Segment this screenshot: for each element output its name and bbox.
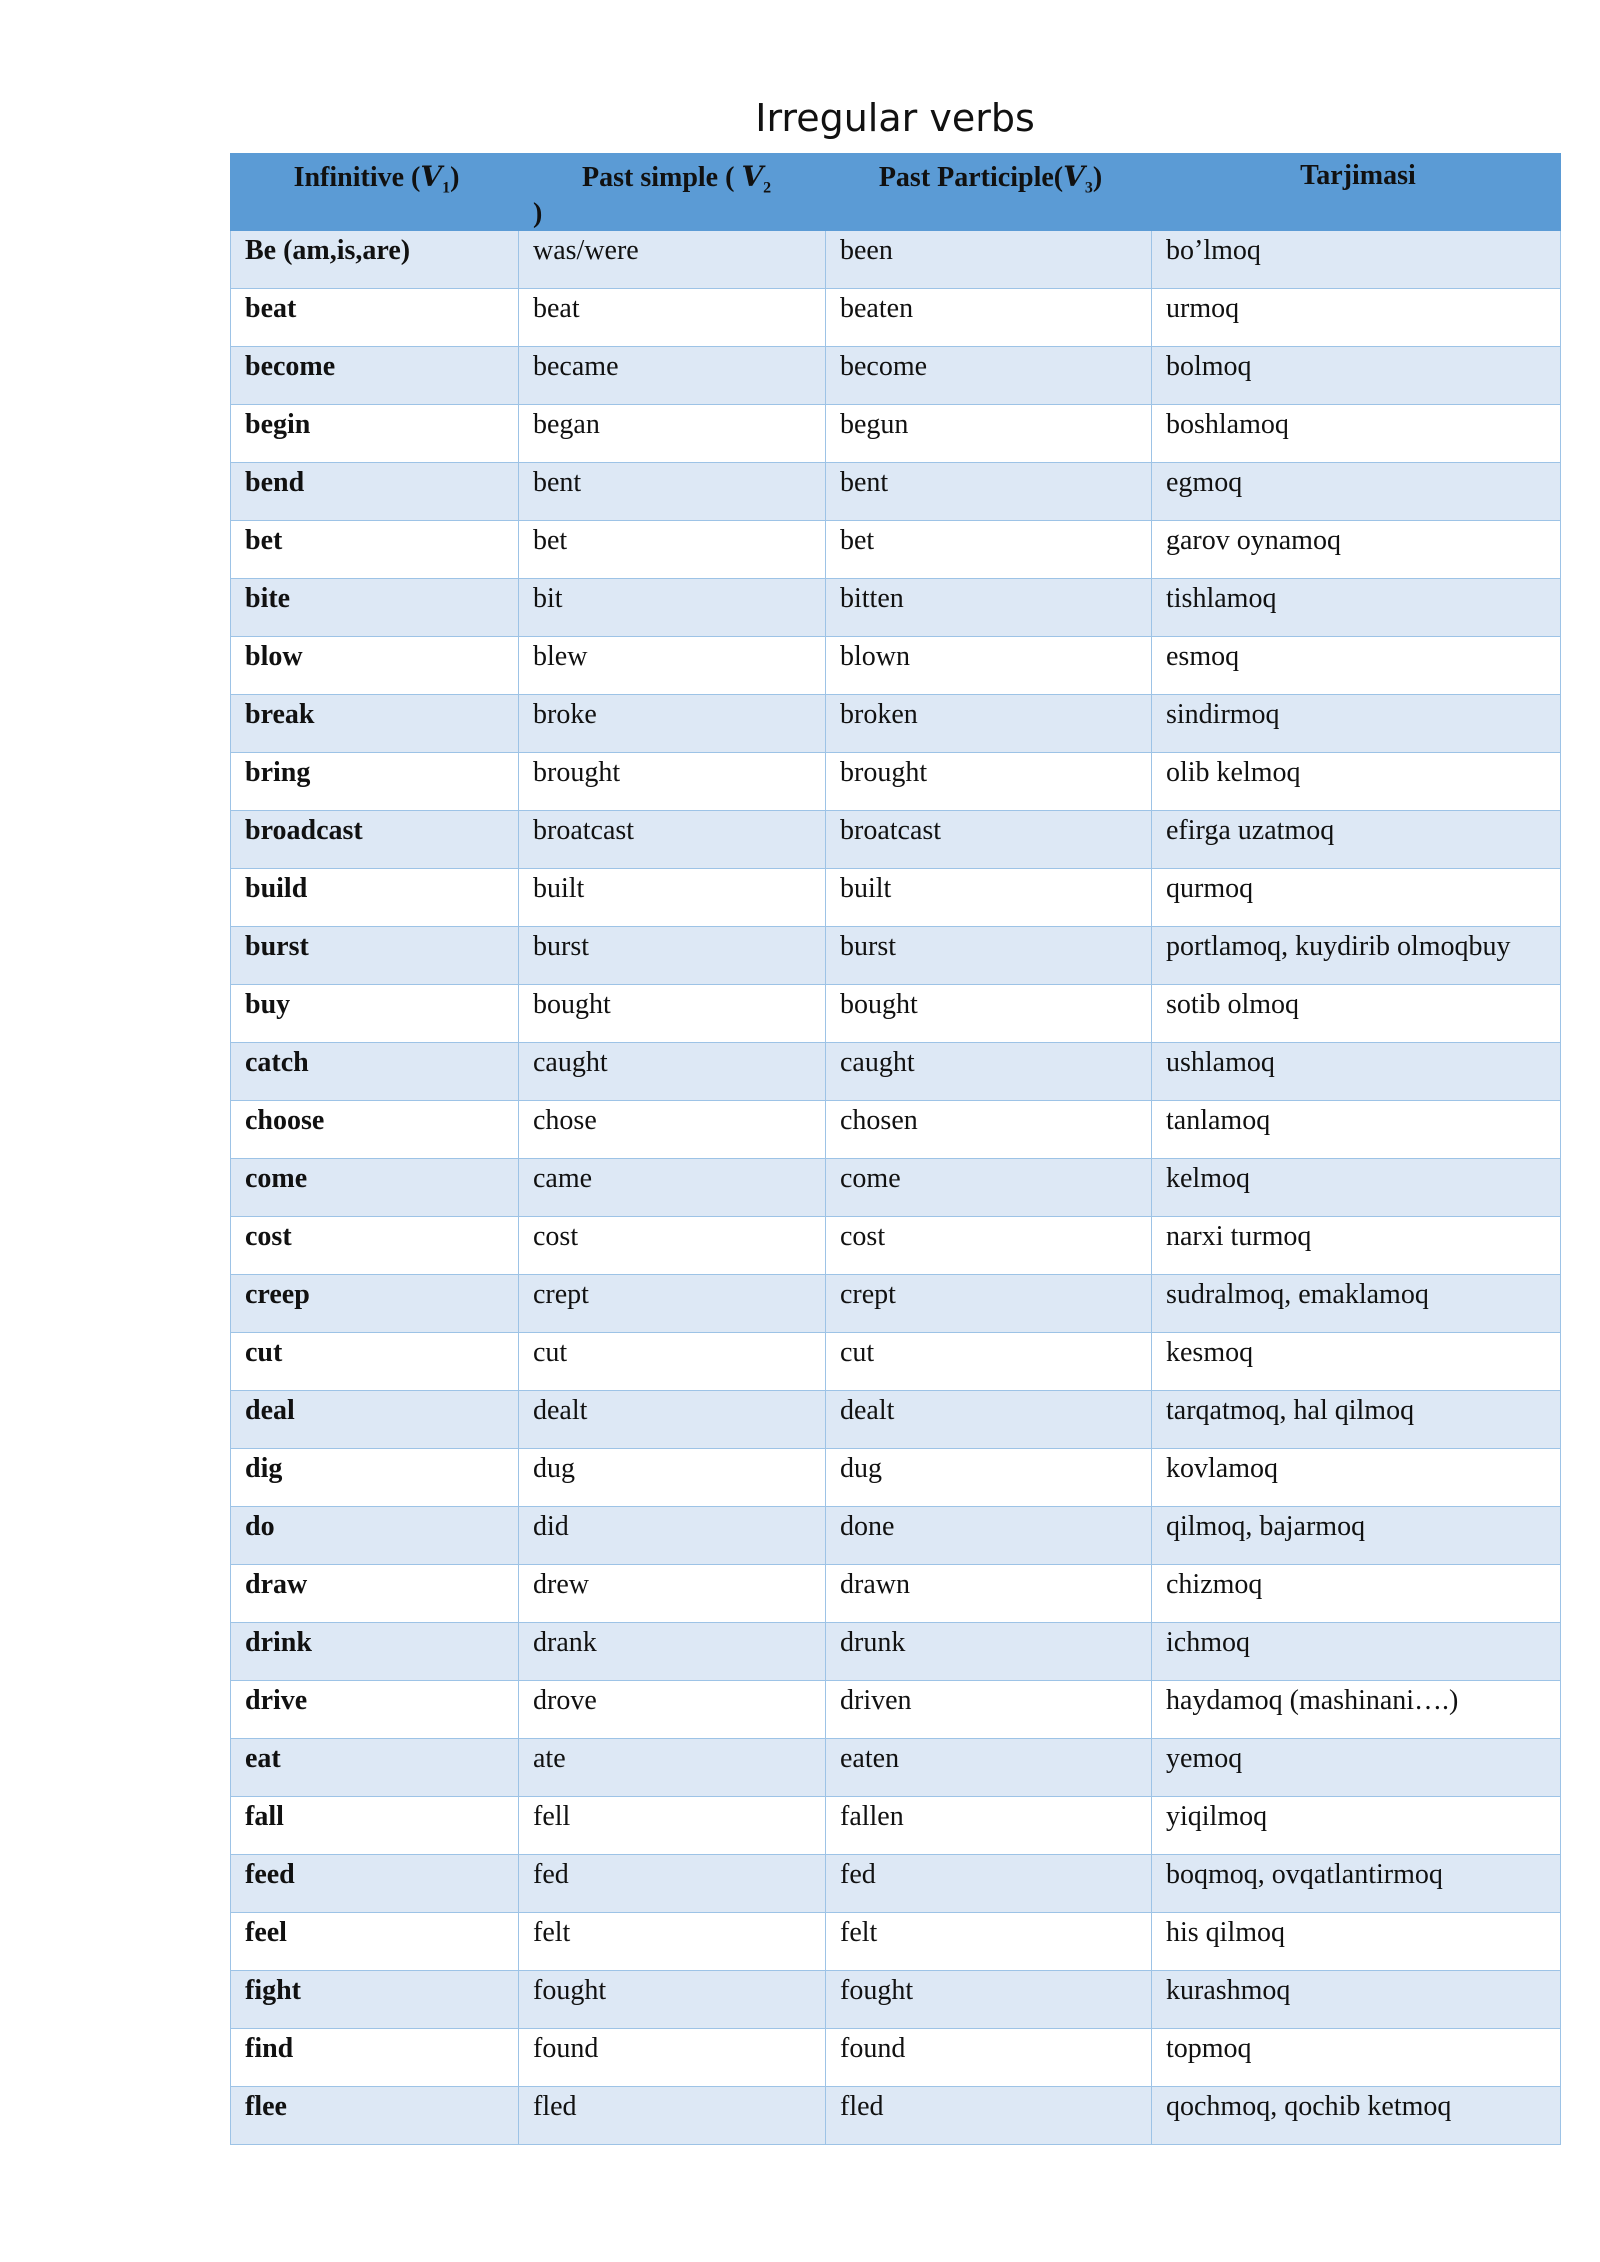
cell-past-simple: cut <box>519 1333 826 1391</box>
cell-translation: olib kelmoq <box>1152 753 1561 811</box>
table-row <box>231 927 1561 985</box>
table-row <box>231 1391 1561 1449</box>
table-row <box>231 1855 1561 1913</box>
cell-past-simple: became <box>519 347 826 405</box>
cell-infinitive: draw <box>231 1565 519 1623</box>
cell-translation: efirga uzatmoq <box>1152 811 1561 869</box>
cell-past-simple: did <box>519 1507 826 1565</box>
cell-translation: boshlamoq <box>1152 405 1561 463</box>
cell-past-simple: bent <box>519 463 826 521</box>
table-row <box>231 405 1561 463</box>
cell-translation: ichmoq <box>1152 1623 1561 1681</box>
cell-translation: qilmoq, bajarmoq <box>1152 1507 1561 1565</box>
cell-infinitive: bend <box>231 463 519 521</box>
cell-past-participle: found <box>826 2029 1152 2087</box>
cell-translation: bolmoq <box>1152 347 1561 405</box>
cell-past-simple: crept <box>519 1275 826 1333</box>
cell-infinitive: do <box>231 1507 519 1565</box>
cell-infinitive: bet <box>231 521 519 579</box>
table-row <box>231 463 1561 521</box>
cell-past-simple: fought <box>519 1971 826 2029</box>
cell-translation: tishlamoq <box>1152 579 1561 637</box>
cell-past-participle: eaten <box>826 1739 1152 1797</box>
cell-infinitive: burst <box>231 927 519 985</box>
cell-infinitive: feel <box>231 1913 519 1971</box>
table-row <box>231 1333 1561 1391</box>
cell-past-simple: felt <box>519 1913 826 1971</box>
table-row <box>231 1971 1561 2029</box>
header-past-simple: Past simple ( $V_2$ ) <box>519 154 826 231</box>
table-row <box>231 1739 1561 1797</box>
cell-infinitive: begin <box>231 405 519 463</box>
cell-past-simple: drank <box>519 1623 826 1681</box>
table-row <box>231 1275 1561 1333</box>
header-translation: Tarjimasi <box>1152 154 1561 231</box>
cell-translation: boqmoq, ovqatlantirmoq <box>1152 1855 1561 1913</box>
cell-infinitive: beat <box>231 289 519 347</box>
cell-past-participle: cut <box>826 1333 1152 1391</box>
table-row <box>231 1507 1561 1565</box>
cell-translation: ushlamoq <box>1152 1043 1561 1101</box>
cell-translation: tarqatmoq, hal qilmoq <box>1152 1391 1561 1449</box>
cell-past-simple: fed <box>519 1855 826 1913</box>
cell-past-simple: fell <box>519 1797 826 1855</box>
table-row <box>231 1565 1561 1623</box>
cell-past-simple: broatcast <box>519 811 826 869</box>
cell-past-participle: brought <box>826 753 1152 811</box>
cell-translation: his qilmoq <box>1152 1913 1561 1971</box>
cell-past-participle: fallen <box>826 1797 1152 1855</box>
cell-past-participle: broatcast <box>826 811 1152 869</box>
table-row <box>231 2087 1561 2145</box>
cell-infinitive: dig <box>231 1449 519 1507</box>
table-row <box>231 347 1561 405</box>
cell-infinitive: come <box>231 1159 519 1217</box>
cell-past-simple: found <box>519 2029 826 2087</box>
table-row <box>231 2029 1561 2087</box>
cell-translation: qurmoq <box>1152 869 1561 927</box>
cell-translation: kesmoq <box>1152 1333 1561 1391</box>
table-row <box>231 1043 1561 1101</box>
cell-infinitive: cut <box>231 1333 519 1391</box>
table-row <box>231 869 1561 927</box>
cell-translation: sindirmoq <box>1152 695 1561 753</box>
cell-past-participle: felt <box>826 1913 1152 1971</box>
cell-past-simple: came <box>519 1159 826 1217</box>
table-row <box>231 753 1561 811</box>
cell-infinitive: find <box>231 2029 519 2087</box>
table-row <box>231 1913 1561 1971</box>
cell-translation: bo’lmoq <box>1152 231 1561 289</box>
cell-past-simple: beat <box>519 289 826 347</box>
table-row <box>231 1159 1561 1217</box>
table-row <box>231 811 1561 869</box>
cell-past-participle: bent <box>826 463 1152 521</box>
cell-past-simple: cost <box>519 1217 826 1275</box>
cell-infinitive: build <box>231 869 519 927</box>
table-header-row <box>231 154 1561 231</box>
cell-infinitive: feed <box>231 1855 519 1913</box>
cell-past-simple: burst <box>519 927 826 985</box>
table-row <box>231 1449 1561 1507</box>
table-row <box>231 985 1561 1043</box>
cell-past-participle: beaten <box>826 289 1152 347</box>
cell-past-simple: drew <box>519 1565 826 1623</box>
cell-infinitive: choose <box>231 1101 519 1159</box>
cell-translation: yemoq <box>1152 1739 1561 1797</box>
cell-translation: kovlamoq <box>1152 1449 1561 1507</box>
cell-translation: portlamoq, kuydirib olmoqbuy <box>1152 927 1561 985</box>
cell-past-participle: drunk <box>826 1623 1152 1681</box>
cell-past-participle: dealt <box>826 1391 1152 1449</box>
cell-past-simple: bit <box>519 579 826 637</box>
cell-infinitive: creep <box>231 1275 519 1333</box>
cell-translation: haydamoq (mashinani….) <box>1152 1681 1561 1739</box>
cell-past-participle: broken <box>826 695 1152 753</box>
cell-translation: egmoq <box>1152 463 1561 521</box>
cell-infinitive: buy <box>231 985 519 1043</box>
cell-infinitive: fight <box>231 1971 519 2029</box>
cell-past-simple: was/were <box>519 231 826 289</box>
cell-past-simple: bet <box>519 521 826 579</box>
cell-translation: tanlamoq <box>1152 1101 1561 1159</box>
cell-infinitive: bite <box>231 579 519 637</box>
cell-past-simple: drove <box>519 1681 826 1739</box>
table-row <box>231 1681 1561 1739</box>
cell-translation: garov oynamoq <box>1152 521 1561 579</box>
cell-infinitive: bring <box>231 753 519 811</box>
cell-past-simple: bought <box>519 985 826 1043</box>
cell-past-simple: blew <box>519 637 826 695</box>
table-row <box>231 637 1561 695</box>
table-row <box>231 289 1561 347</box>
cell-past-simple: ate <box>519 1739 826 1797</box>
cell-infinitive: broadcast <box>231 811 519 869</box>
table-row <box>231 1797 1561 1855</box>
cell-past-participle: become <box>826 347 1152 405</box>
cell-past-simple: chose <box>519 1101 826 1159</box>
cell-infinitive: fall <box>231 1797 519 1855</box>
table-row <box>231 1623 1561 1681</box>
page-title: Irregular verbs <box>755 96 1035 140</box>
header-past-participle: Past $Participle(V_3)$ <box>826 154 1152 231</box>
cell-translation: qochmoq, qochib ketmoq <box>1152 2087 1561 2145</box>
cell-past-simple: broke <box>519 695 826 753</box>
cell-past-participle: bought <box>826 985 1152 1043</box>
cell-translation: yiqilmoq <box>1152 1797 1561 1855</box>
cell-past-participle: cost <box>826 1217 1152 1275</box>
cell-infinitive: deal <box>231 1391 519 1449</box>
cell-infinitive: eat <box>231 1739 519 1797</box>
table-row <box>231 695 1561 753</box>
cell-past-participle: blown <box>826 637 1152 695</box>
cell-translation: chizmoq <box>1152 1565 1561 1623</box>
cell-translation: kelmoq <box>1152 1159 1561 1217</box>
cell-past-participle: begun <box>826 405 1152 463</box>
cell-past-participle: crept <box>826 1275 1152 1333</box>
cell-past-simple: caught <box>519 1043 826 1101</box>
cell-infinitive: become <box>231 347 519 405</box>
cell-past-participle: fed <box>826 1855 1152 1913</box>
table-row <box>231 231 1561 289</box>
cell-past-participle: fled <box>826 2087 1152 2145</box>
cell-past-participle: caught <box>826 1043 1152 1101</box>
cell-translation: urmoq <box>1152 289 1561 347</box>
cell-past-participle: been <box>826 231 1152 289</box>
cell-past-simple: began <box>519 405 826 463</box>
cell-translation: topmoq <box>1152 2029 1561 2087</box>
table-row <box>231 579 1561 637</box>
table-row <box>231 1217 1561 1275</box>
cell-infinitive: cost <box>231 1217 519 1275</box>
cell-past-participle: dug <box>826 1449 1152 1507</box>
cell-past-participle: bet <box>826 521 1152 579</box>
cell-past-simple: dealt <box>519 1391 826 1449</box>
irregular-verbs-table <box>230 153 1561 2145</box>
cell-past-participle: done <box>826 1507 1152 1565</box>
cell-past-simple: dug <box>519 1449 826 1507</box>
cell-infinitive: drink <box>231 1623 519 1681</box>
cell-past-simple: built <box>519 869 826 927</box>
cell-past-participle: drawn <box>826 1565 1152 1623</box>
cell-translation: narxi turmoq <box>1152 1217 1561 1275</box>
cell-past-participle: built <box>826 869 1152 927</box>
cell-infinitive: break <box>231 695 519 753</box>
cell-translation: sudralmoq, emaklamoq <box>1152 1275 1561 1333</box>
cell-translation: sotib olmoq <box>1152 985 1561 1043</box>
cell-infinitive: blow <box>231 637 519 695</box>
cell-past-simple: fled <box>519 2087 826 2145</box>
cell-infinitive: Be (am,is,are) <box>231 231 519 289</box>
cell-past-participle: come <box>826 1159 1152 1217</box>
cell-translation: kurashmoq <box>1152 1971 1561 2029</box>
cell-infinitive: catch <box>231 1043 519 1101</box>
cell-past-participle: bitten <box>826 579 1152 637</box>
cell-past-simple: brought <box>519 753 826 811</box>
header-infinitive: Infinitive $(V_1)$ <box>231 154 519 231</box>
cell-past-participle: fought <box>826 1971 1152 2029</box>
cell-past-participle: driven <box>826 1681 1152 1739</box>
cell-past-participle: chosen <box>826 1101 1152 1159</box>
table-row <box>231 1101 1561 1159</box>
cell-infinitive: flee <box>231 2087 519 2145</box>
cell-past-participle: burst <box>826 927 1152 985</box>
table-row <box>231 521 1561 579</box>
cell-translation: esmoq <box>1152 637 1561 695</box>
cell-infinitive: drive <box>231 1681 519 1739</box>
